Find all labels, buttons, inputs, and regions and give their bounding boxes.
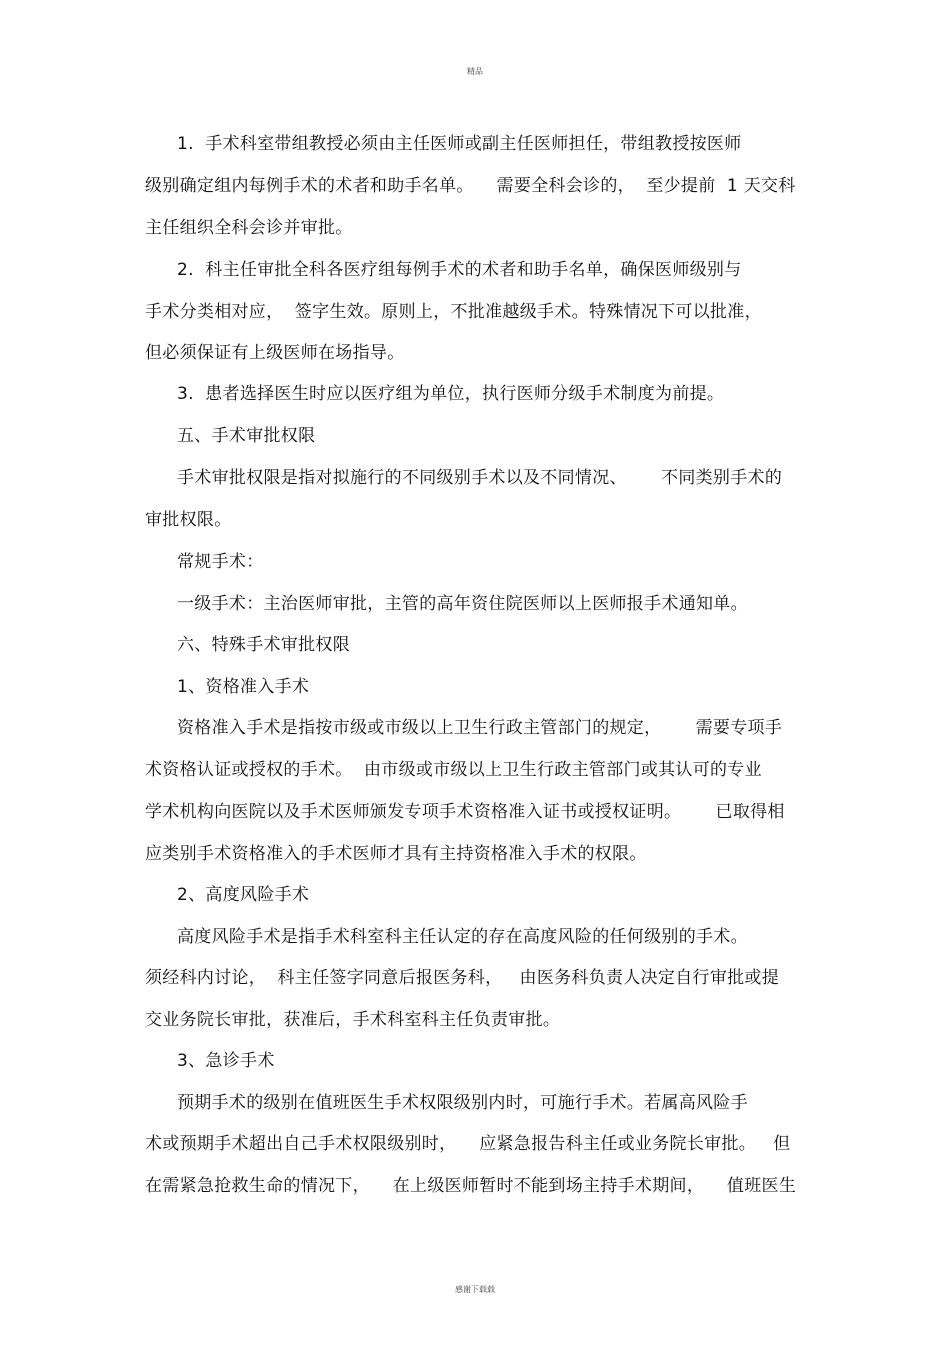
text-line: 3. 患者选择医生时应以医疗组为单位，执行医师分级手术制度为前提。 — [177, 384, 725, 404]
subsection-heading: 1、资格准入手术 — [177, 677, 310, 697]
text-line: 资格准入手术是指按市级或市级以上卫生行政主管部门的规定， 需要专项手 — [177, 718, 783, 738]
text-line: 2. 科主任审批全科各医疗组每例手术的术者和助手名单，确保医师级别与 — [177, 260, 742, 280]
text-line: 高度风险手术是指手术科室科主任认定的存在高度风险的任何级别的手术。 — [177, 927, 748, 947]
text-line: 但必须保证有上级医师在场指导。 — [145, 343, 405, 363]
section-heading: 六、特殊手术审批权限 — [177, 635, 350, 655]
text-line: 在需紧急抢救生命的情况下， 在上级医师暂时不能到场主持手术期间， 值班医生 — [145, 1176, 797, 1196]
text-line: 应类别手术资格准入的手术医师才具有主持资格准入手术的权限。 — [145, 844, 647, 864]
page-header: 精品 — [467, 67, 483, 76]
text-line: 交业务院长审批，获准后，手术科室科主任负责审批。 — [145, 1010, 561, 1030]
page-footer: 感谢下载载 — [455, 1285, 495, 1294]
text-line: 术资格认证或授权的手术。 由市级或市级以上卫生行政主管部门或其认可的专业 — [145, 760, 762, 780]
text-line: 学术机构向医院以及手术医师颁发专项手术资格准入证书或授权证明。 已取得相 — [145, 802, 785, 822]
text-line: 1. 手术科室带组教授必须由主任医师或副主任医师担任，带组教授按医师 — [177, 134, 742, 154]
text-line: 须经科内讨论， 科主任签字同意后报医务科， 由医务科负责人决定自行审批或提 — [145, 968, 780, 988]
text-line: 常规手术： — [177, 552, 264, 572]
text-line: 手术审批权限是指对拟施行的不同级别手术以及不同情况、 不同类别手术的 — [177, 468, 783, 488]
text-line: 预期手术的级别在值班医生手术权限级别内时，可施行手术。若属高风险手 — [177, 1093, 748, 1113]
subsection-heading: 3、急诊手术 — [177, 1051, 275, 1071]
text-line: 审批权限。 — [145, 510, 232, 530]
text-line: 手术分类相对应， 签字生效。原则上，不批准越级手术。特殊情况下可以批准， — [145, 302, 762, 322]
text-line: 一级手术：主治医师审批，主管的高年资住院医师以上医师报手术通知单。 — [177, 594, 748, 614]
text-line: 术或预期手术超出自己手术权限级别时， 应紧急报告科主任或业务院长审批。 但 — [145, 1134, 791, 1154]
text-line: 级别确定组内每例手术的术者和助手名单。 需要全科会诊的， 至少提前 1 天交科 — [145, 176, 796, 196]
text-line: 主任组织全科会诊并审批。 — [145, 218, 353, 238]
section-heading: 五、手术审批权限 — [177, 426, 316, 446]
subsection-heading: 2、高度风险手术 — [177, 885, 310, 905]
